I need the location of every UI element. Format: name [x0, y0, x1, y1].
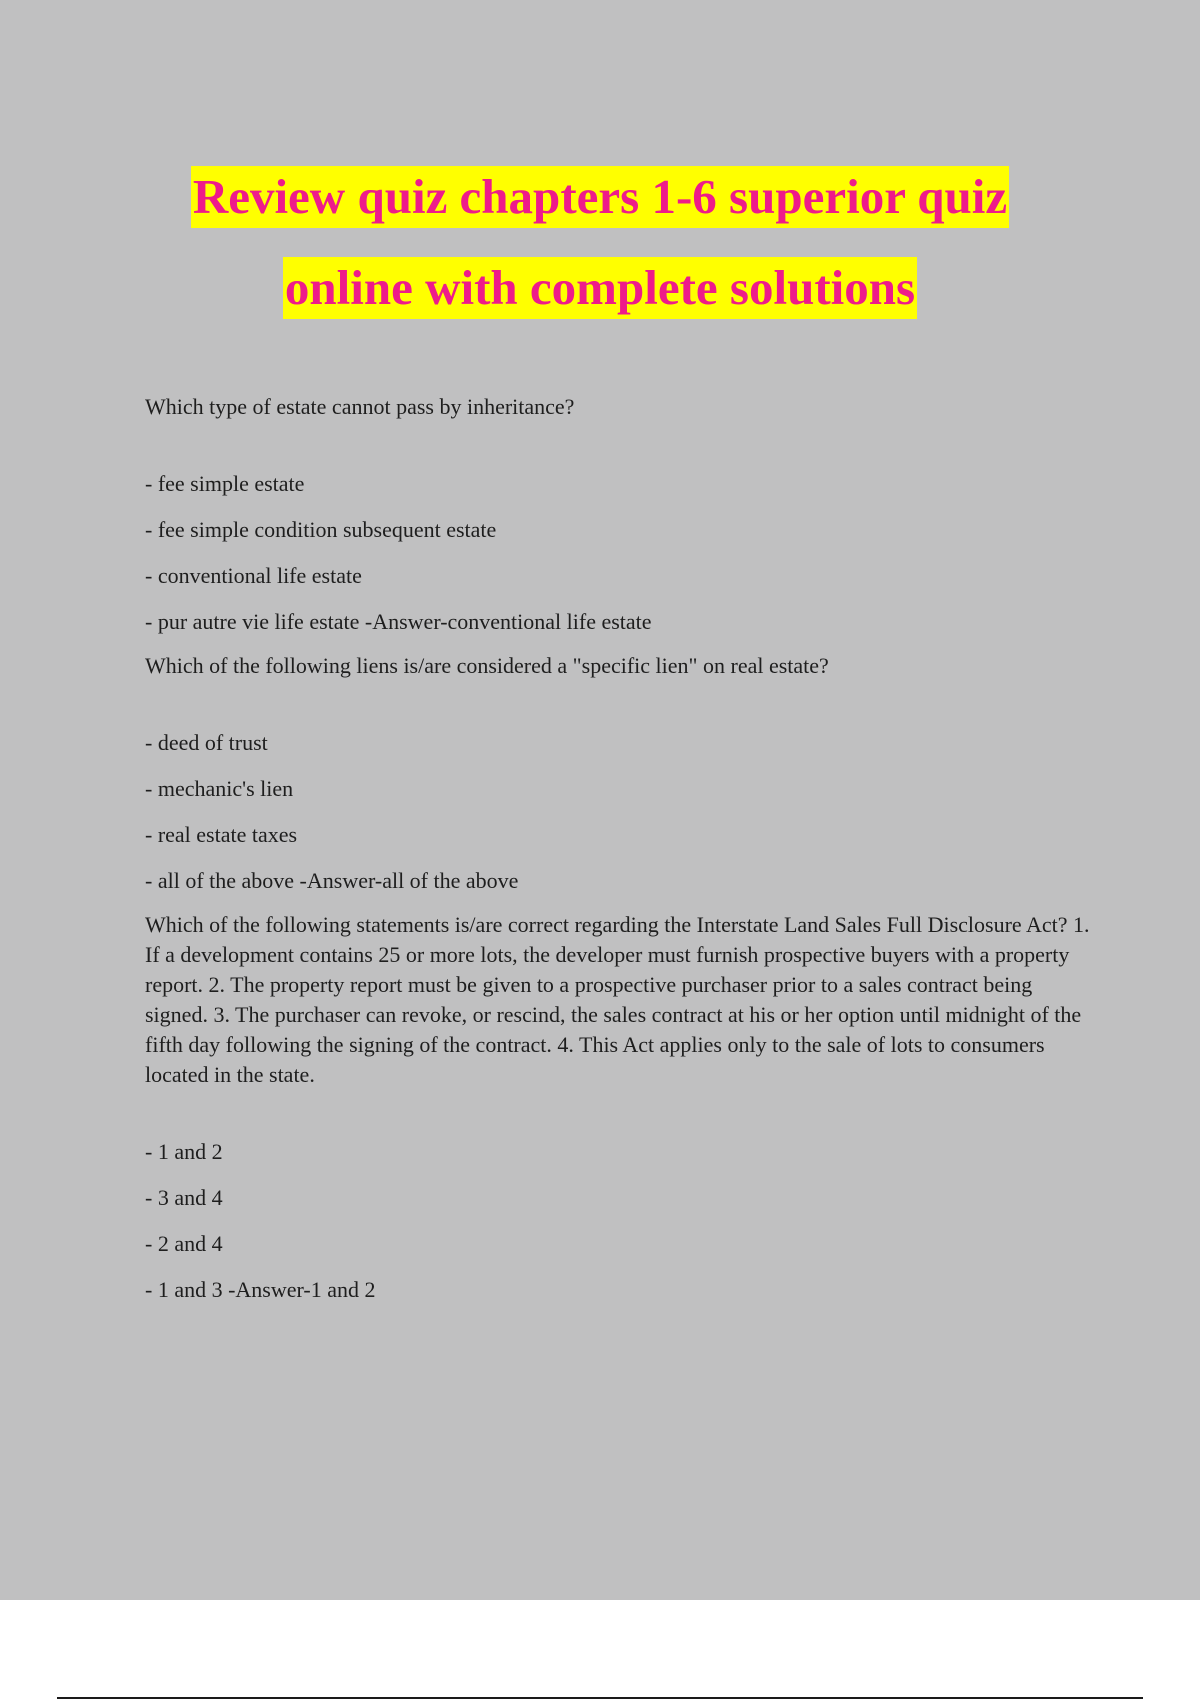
answer-option: - mechanic's lien: [145, 776, 294, 801]
question-text: Which of the following liens is/are considered a "specific lien" on real estate?: [145, 653, 829, 678]
footer-divider: [57, 1697, 1143, 1699]
answer-option: - fee simple estate: [145, 471, 305, 496]
answer-option: - 2 and 4: [145, 1231, 223, 1256]
question-text: Which type of estate cannot pass by inheritance?: [145, 394, 575, 419]
quiz-content: [145, 392, 1095, 1319]
question-text: Which of the following statements is/are correct regarding the Interstate Land Sales Full Disclosure Act? 1. If a development contains 25 or more lots, the developer must furnish prospective buyers with a property report. 2. The property report must be given to a prospective purchaser prior to a sales contract being signed. 3. The purchaser can revoke, or rescind, the sales contract at his or her option until midnight of the fifth day following the signing of the contract. 4. This Act applies only to the sale of lots to consumers located in the state.: [145, 912, 1090, 1087]
answer-option: - 3 and 4: [145, 1185, 223, 1210]
answer-option: - deed of trust: [145, 730, 268, 755]
answer-option-with-answer: - 1 and 3 -Answer-1 and 2: [145, 1277, 376, 1302]
document-title: [0, 166, 1200, 319]
title-line-2: online with complete solutions: [283, 257, 917, 319]
answer-option: - fee simple condition subsequent estate: [145, 517, 497, 542]
title-line-1: Review quiz chapters 1-6 superior quiz: [191, 166, 1009, 228]
answer-option: - conventional life estate: [145, 563, 362, 588]
answer-option-with-answer: - all of the above -Answer-all of the above: [145, 868, 519, 893]
answer-option-with-answer: - pur autre vie life estate -Answer-conventional life estate: [145, 609, 652, 634]
question-spacer: [145, 681, 1095, 728]
answer-option: - 1 and 2: [145, 1139, 223, 1164]
question-spacer: [145, 1090, 1095, 1137]
question-spacer: [145, 422, 1095, 469]
answer-option: - real estate taxes: [145, 822, 298, 847]
